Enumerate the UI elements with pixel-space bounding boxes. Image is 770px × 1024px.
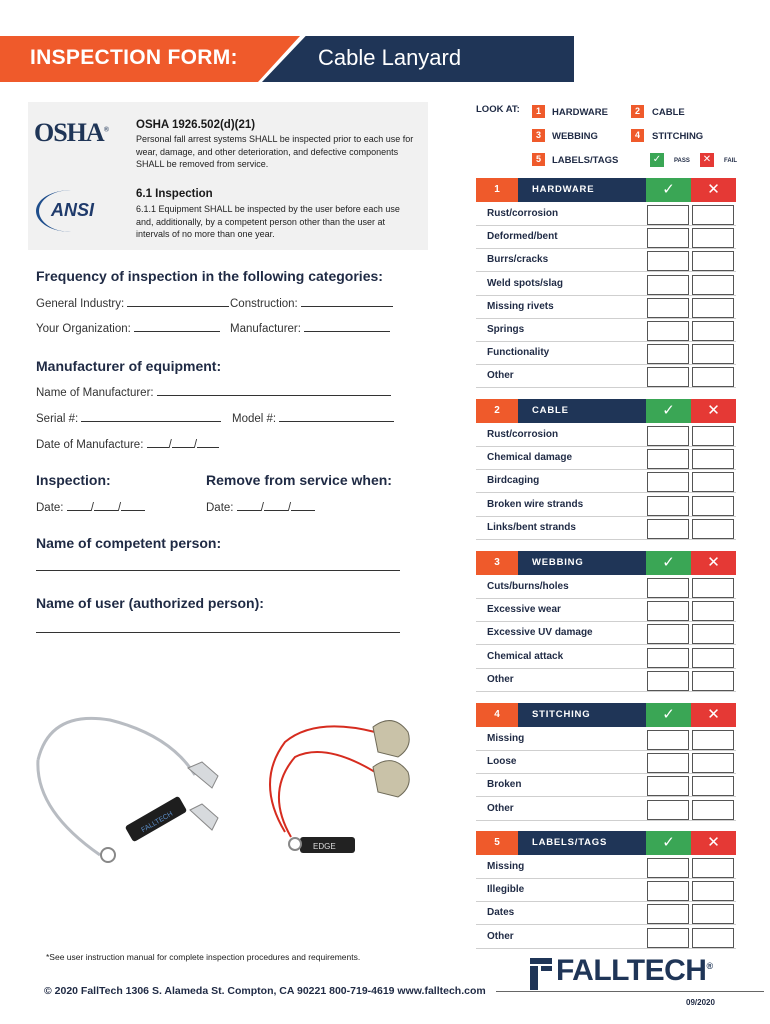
twin-leg-lanyard-image xyxy=(255,712,435,872)
checklist-row xyxy=(476,226,736,249)
pass-checkbox[interactable] xyxy=(647,671,689,691)
checklist-row xyxy=(476,296,736,319)
checklist-item-label: Missing xyxy=(487,733,525,744)
checklist-item-label: Missing rivets xyxy=(487,300,554,312)
model-label: Model #: xyxy=(232,413,277,425)
section-header-cable xyxy=(476,399,736,423)
competent-person-line[interactable] xyxy=(36,570,400,571)
instruction-footnote: *See user instruction manual for complete inspection procedures and requirements. xyxy=(46,952,361,962)
pass-checkbox[interactable] xyxy=(647,800,689,820)
remove-date-label: Date: xyxy=(206,502,234,514)
pass-checkbox[interactable] xyxy=(647,578,689,598)
legend-label-hardware: HARDWARE xyxy=(552,107,608,118)
section-header-webbing xyxy=(476,551,736,575)
legend-num-5: 5 xyxy=(532,153,545,166)
pass-checkbox[interactable] xyxy=(647,426,689,446)
frequency-title: Frequency of inspection in the following categories: xyxy=(36,268,383,284)
checklist-row xyxy=(476,622,736,645)
falltech-logo-icon xyxy=(530,958,552,990)
fail-checkbox[interactable] xyxy=(692,251,734,271)
checklist-row xyxy=(476,774,736,797)
checklist-item-label: Birdcaging xyxy=(487,475,540,487)
user-title: Name of user (authorized person): xyxy=(36,595,264,611)
remove-date-field[interactable]: Date: / / xyxy=(206,501,315,514)
pass-checkbox[interactable] xyxy=(647,776,689,796)
legend-label-webbing: WEBBING xyxy=(552,131,598,142)
pass-checkbox[interactable] xyxy=(647,881,689,901)
section-number: 2 xyxy=(476,399,518,423)
ansi-logo: ANSI xyxy=(36,190,106,232)
manufacturer-frequency-label: Manufacturer: xyxy=(230,323,301,335)
checklist-row xyxy=(476,879,736,902)
date-of-manufacture-label: Date of Manufacture: xyxy=(36,439,144,451)
pass-checkbox[interactable] xyxy=(647,730,689,750)
checklist-row xyxy=(476,856,736,879)
form-title: INSPECTION FORM: xyxy=(30,46,238,69)
inspection-title: Inspection: xyxy=(36,472,111,488)
legend-num-3: 3 xyxy=(532,129,545,142)
checklist-item-label: Deformed/bent xyxy=(487,231,558,243)
checklist-item-label: Other xyxy=(487,930,514,942)
section-label: WEBBING xyxy=(518,551,646,575)
checklist-item-label: Dates xyxy=(487,907,515,919)
your-organization-label: Your Organization: xyxy=(36,323,131,335)
inspection-date-field[interactable]: Date: / / xyxy=(36,501,145,514)
checklist-item-label: Other xyxy=(487,802,514,814)
checklist-item-label: Chemical attack xyxy=(487,650,564,662)
construction-label: Construction: xyxy=(230,298,298,310)
fail-checkbox[interactable] xyxy=(692,881,734,901)
pass-checkbox[interactable] xyxy=(647,321,689,341)
fail-checkbox[interactable] xyxy=(692,671,734,691)
fail-checkbox[interactable] xyxy=(692,426,734,446)
checklist-row xyxy=(476,319,736,342)
your-organization-field[interactable] xyxy=(36,322,220,335)
pass-checkbox[interactable] xyxy=(647,858,689,878)
pass-checkbox[interactable] xyxy=(647,519,689,539)
fail-checkbox[interactable] xyxy=(692,624,734,644)
fail-x-icon: ✕ xyxy=(691,831,736,855)
legend-label-labels-tags: LABELS/TAGS xyxy=(552,155,619,166)
pass-checkbox[interactable] xyxy=(647,472,689,492)
fail-checkbox[interactable] xyxy=(692,858,734,878)
single-leg-lanyard-image xyxy=(30,700,230,870)
checklist-item-label: Rust/corrosion xyxy=(487,429,559,440)
checklist-row xyxy=(476,365,736,388)
pass-check-icon: ✓ xyxy=(646,551,691,575)
fail-x-icon: ✕ xyxy=(691,551,736,575)
fail-x-icon: ✕ xyxy=(691,178,736,202)
checklist-item-label: Rust/corrosion xyxy=(487,208,559,219)
construction-field[interactable] xyxy=(230,297,393,310)
checklist-row xyxy=(476,424,736,447)
fail-checkbox[interactable] xyxy=(692,496,734,516)
pass-checkbox[interactable] xyxy=(647,648,689,668)
checklist-row xyxy=(476,494,736,517)
checklist-item-label: Burrs/cracks xyxy=(487,254,549,266)
lanyard-right-brand: EDGE xyxy=(313,842,336,851)
fail-checkbox[interactable] xyxy=(692,298,734,318)
fail-x-icon: ✕ xyxy=(700,153,714,167)
general-industry-field[interactable] xyxy=(36,297,229,310)
checklist-item-label: Other xyxy=(487,370,514,382)
falltech-logo: FALLTECH® xyxy=(556,954,713,987)
legend-fail-label: FAIL xyxy=(724,158,737,164)
pass-check-icon: ✓ xyxy=(646,703,691,727)
pass-checkbox[interactable] xyxy=(647,367,689,387)
section-label: CABLE xyxy=(518,399,646,423)
fail-checkbox[interactable] xyxy=(692,321,734,341)
general-industry-label: General Industry: xyxy=(36,298,125,310)
checklist-item-label: Broken wire strands xyxy=(487,498,584,510)
checklist-row xyxy=(476,203,736,226)
footer-copyright: © 2020 FallTech 1306 S. Alameda St. Compton, CA 90221 800-719-4619 www.falltech.com xyxy=(44,985,486,997)
ansi-text: 6.1.1 Equipment SHALL be inspected by the user before each use and, additionally, by a competent person other than the user at intervals of no more than one year. xyxy=(136,204,400,239)
fail-checkbox[interactable] xyxy=(692,519,734,539)
checklist-row xyxy=(476,926,736,949)
pass-check-icon: ✓ xyxy=(646,178,691,202)
pass-checkbox[interactable] xyxy=(647,601,689,621)
checklist-row xyxy=(476,599,736,622)
fail-x-icon: ✕ xyxy=(691,703,736,727)
checklist-row xyxy=(476,646,736,669)
fail-checkbox[interactable] xyxy=(692,367,734,387)
checklist-row xyxy=(476,273,736,296)
fail-checkbox[interactable] xyxy=(692,776,734,796)
checklist-row xyxy=(476,798,736,821)
checklist-item-label: Illegible xyxy=(487,884,525,896)
fail-checkbox[interactable] xyxy=(692,648,734,668)
pass-checkbox[interactable] xyxy=(647,904,689,924)
section-label: STITCHING xyxy=(518,703,646,727)
fail-checkbox[interactable] xyxy=(692,730,734,750)
checklist-item-label: Springs xyxy=(487,324,525,335)
legend-label-cable: CABLE xyxy=(652,107,685,118)
section-number: 5 xyxy=(476,831,518,855)
remove-from-service-title: Remove from service when: xyxy=(206,472,392,488)
serial-label: Serial #: xyxy=(36,413,79,425)
fail-checkbox[interactable] xyxy=(692,205,734,225)
pass-checkbox[interactable] xyxy=(647,449,689,469)
section-header-stitching xyxy=(476,703,736,727)
fail-checkbox[interactable] xyxy=(692,753,734,773)
model-field[interactable] xyxy=(232,412,394,425)
pass-checkbox[interactable] xyxy=(647,275,689,295)
manufacturer-frequency-field[interactable] xyxy=(230,322,390,335)
checklist-row xyxy=(476,447,736,470)
fail-checkbox[interactable] xyxy=(692,601,734,621)
legend-num-1: 1 xyxy=(532,105,545,118)
checklist-item-label: Loose xyxy=(487,756,517,768)
fail-checkbox[interactable] xyxy=(692,472,734,492)
legend-num-4: 4 xyxy=(631,129,644,142)
pass-checkbox[interactable] xyxy=(647,251,689,271)
checklist-row xyxy=(476,751,736,774)
inspection-date-label: Date: xyxy=(36,502,64,514)
serial-field[interactable] xyxy=(36,412,221,425)
checklist-item-label: Other xyxy=(487,673,514,685)
footer-date: 09/2020 xyxy=(686,998,715,1007)
section-label: HARDWARE xyxy=(518,178,646,202)
fail-checkbox[interactable] xyxy=(692,344,734,364)
checklist-row xyxy=(476,728,736,751)
checklist-item-label: Weld spots/slag xyxy=(487,277,563,289)
checklist-row xyxy=(476,249,736,272)
checklist-row xyxy=(476,669,736,692)
pass-check-icon: ✓ xyxy=(650,153,664,167)
pass-checkbox[interactable] xyxy=(647,228,689,248)
osha-text: Personal fall arrest systems SHALL be inspected prior to each use for wear, damage, and other deterioration, and defective components SHALL be removed from service. xyxy=(136,134,414,169)
checklist-row xyxy=(476,342,736,365)
manufacturer-name-label: Name of Manufacturer: xyxy=(36,387,154,399)
date-of-manufacture-field[interactable]: Date of Manufacture: / / xyxy=(36,438,219,451)
fail-checkbox[interactable] xyxy=(692,275,734,295)
pass-check-icon: ✓ xyxy=(646,399,691,423)
checklist-item-label: Links/bent strands xyxy=(487,521,576,533)
fail-checkbox[interactable] xyxy=(692,800,734,820)
footer-rule xyxy=(496,991,764,992)
form-subtitle: Cable Lanyard xyxy=(318,45,462,70)
section-number: 4 xyxy=(476,703,518,727)
fail-x-icon: ✕ xyxy=(691,399,736,423)
pass-checkbox[interactable] xyxy=(647,496,689,516)
section-label: LABELS/TAGS xyxy=(518,831,646,855)
checklist-item-label: Excessive wear xyxy=(487,604,561,616)
section-number: 1 xyxy=(476,178,518,202)
checklist-item-label: Cuts/burns/holes xyxy=(487,581,569,592)
osha-title: OSHA 1926.502(d)(21) xyxy=(136,119,256,131)
section-header-hardware xyxy=(476,178,736,202)
section-header-labels-tags xyxy=(476,831,736,855)
fail-checkbox[interactable] xyxy=(692,449,734,469)
pass-checkbox[interactable] xyxy=(647,298,689,318)
legend-label-stitching: STITCHING xyxy=(652,131,704,142)
checklist-item-label: Excessive UV damage xyxy=(487,627,593,639)
pass-check-icon: ✓ xyxy=(646,831,691,855)
checklist-item-label: Functionality xyxy=(487,347,550,359)
fail-checkbox[interactable] xyxy=(692,578,734,598)
look-at-label: LOOK AT: xyxy=(476,104,520,115)
legend-num-2: 2 xyxy=(631,105,644,118)
legend-pass-label: PASS xyxy=(674,158,690,164)
ansi-title: 6.1 Inspection xyxy=(136,188,213,200)
pass-checkbox[interactable] xyxy=(647,624,689,644)
competent-person-title: Name of competent person: xyxy=(36,535,222,551)
checklist-item-label: Chemical damage xyxy=(487,452,573,464)
osha-logo: OSHA® xyxy=(34,118,108,147)
checklist-row xyxy=(476,576,736,599)
pass-checkbox[interactable] xyxy=(647,753,689,773)
fail-checkbox[interactable] xyxy=(692,904,734,924)
fail-checkbox[interactable] xyxy=(692,228,734,248)
pass-checkbox[interactable] xyxy=(647,205,689,225)
checklist-row xyxy=(476,902,736,925)
checklist-item-label: Broken xyxy=(487,779,522,791)
fail-checkbox[interactable] xyxy=(692,928,734,948)
lanyard-left-brand: FALLTECH xyxy=(140,810,175,835)
checklist-row xyxy=(476,517,736,540)
pass-checkbox[interactable] xyxy=(647,344,689,364)
section-number: 3 xyxy=(476,551,518,575)
pass-checkbox[interactable] xyxy=(647,928,689,948)
checklist-row xyxy=(476,470,736,493)
user-name-line[interactable] xyxy=(36,632,400,633)
manufacturer-equipment-title: Manufacturer of equipment: xyxy=(36,358,222,374)
checklist-item-label: Missing xyxy=(487,861,525,872)
manufacturer-name-field[interactable] xyxy=(36,386,391,399)
